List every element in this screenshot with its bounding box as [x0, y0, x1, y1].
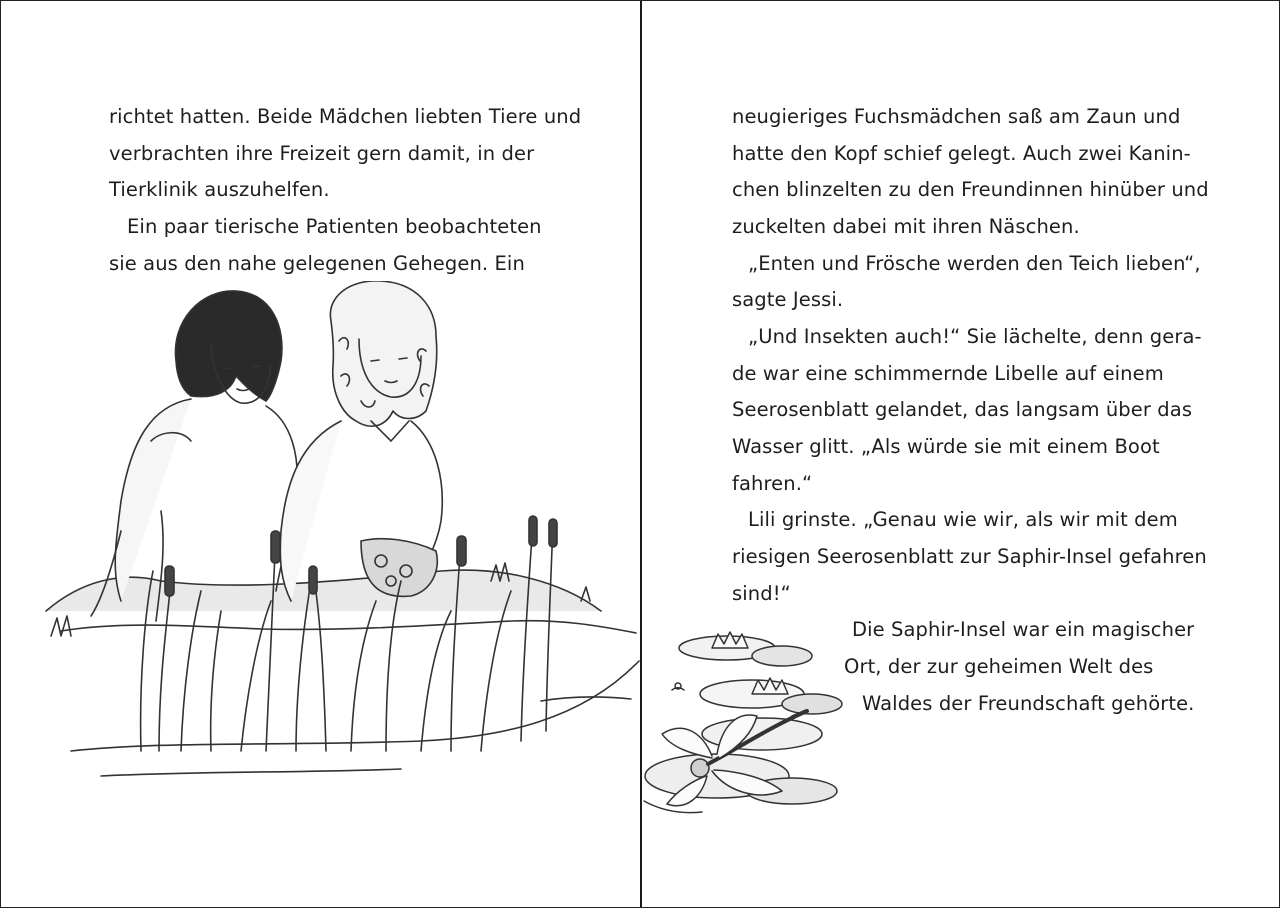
girls-at-pond-illustration	[41, 281, 641, 801]
right-text-line-11: fahren.“	[732, 472, 813, 495]
left-text-line-1: richtet hatten. Beide Mädchen liebten Tiere und	[109, 105, 582, 128]
right-text-line-6: sagte Jessi.	[732, 288, 844, 311]
left-text-line-5: sie aus den nahe gelegenen Gehegen. Ein	[109, 252, 525, 275]
right-text-line-12: Lili grinste. „Genau wie wir, als wir mit dem	[748, 508, 1178, 531]
left-text-line-2: verbrachten ihre Freizeit gern damit, in der	[109, 142, 535, 165]
right-text-line-2: hatte den Kopf schief gelegt. Auch zwei Kanin-	[732, 142, 1191, 165]
left-text-line-4: Ein paar tierische Patienten beobachteten	[127, 215, 542, 238]
left-page	[1, 1, 641, 907]
dragonfly-lily-pads-illustration	[642, 626, 847, 821]
right-text-line-10: Wasser glitt. „Als würde sie mit einem Boot	[732, 435, 1160, 458]
right-text-line-15: Die Saphir-Insel war ein magischer	[852, 618, 1195, 641]
right-text-line-8: de war eine schimmernde Libelle auf einem	[732, 362, 1164, 385]
right-text-line-16: Ort, der zur geheimen Welt des	[844, 655, 1154, 678]
right-text-line-1: neugieriges Fuchsmädchen saß am Zaun und	[732, 105, 1181, 128]
right-text-line-9: Seerosenblatt gelandet, das langsam über das	[732, 398, 1193, 421]
right-page	[642, 1, 1279, 907]
left-text-line-3: Tierklinik auszuhelfen.	[109, 178, 330, 201]
right-text-line-14: sind!“	[732, 582, 791, 605]
right-text-line-4: zuckelten dabei mit ihren Näschen.	[732, 215, 1080, 238]
right-text-line-7: „Und Insekten auch!“ Sie lächelte, denn gera-	[748, 325, 1202, 348]
right-text-line-3: chen blinzelten zu den Freundinnen hinüber und	[732, 178, 1209, 201]
right-text-line-13: riesigen Seerosenblatt zur Saphir-Insel gefahren	[732, 545, 1207, 568]
right-text-line-5: „Enten und Frösche werden den Teich lieben“,	[748, 252, 1201, 275]
right-text-line-17: Waldes der Freundschaft gehörte.	[862, 692, 1195, 715]
